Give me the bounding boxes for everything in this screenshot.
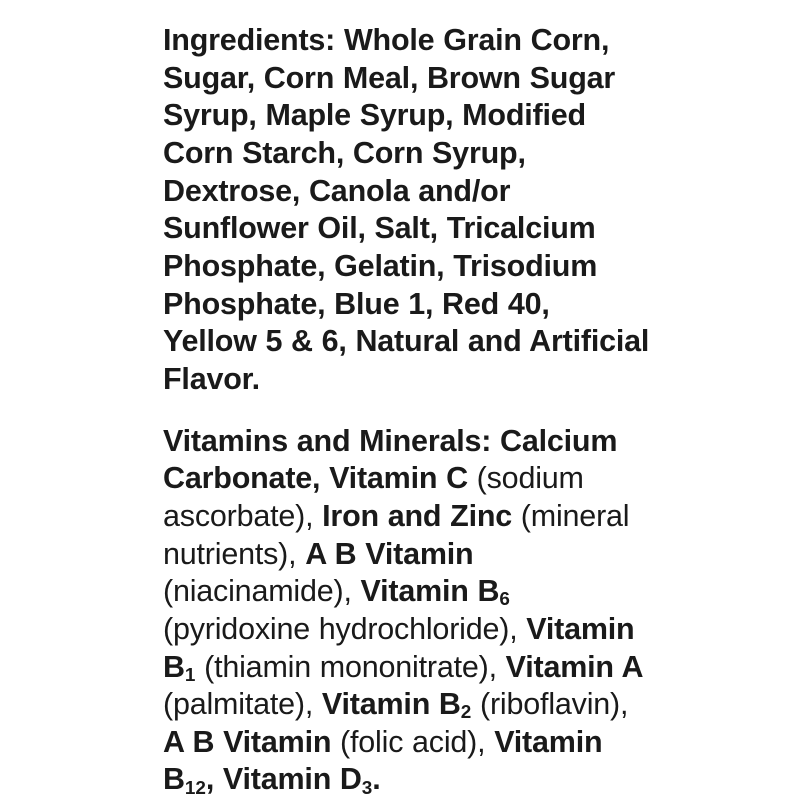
vitamins-detail-vitamin-b1: (thiamin mononitrate),: [195, 649, 506, 684]
vitamins-detail-niacinamide: (niacinamide),: [163, 574, 361, 609]
vitamins-item-calcium-carbonate: Calcium Carbonate,: [163, 423, 618, 496]
ingredients-heading: Ingredients:: [163, 23, 336, 57]
vitamins-detail-vitamin-a: (palmitate),: [163, 687, 322, 722]
vitamins-detail-vitamin-c: (sodium ascorbate),: [163, 461, 584, 533]
vitamins-item-vitamin-b2: Vitamin $B_2$: [321, 687, 472, 724]
vitamins-detail-folic-acid: (folic acid),: [331, 724, 495, 759]
vitamins-item-vitamin-b1: Vitamin $B_1$: [163, 611, 635, 686]
vitamins-item-vitamin-b6: Vitamin $B_6$: [360, 574, 510, 611]
vitamins-heading: Vitamins and Minerals:: [163, 423, 492, 458]
vitamins-item-a-b-vitamin-folic-acid: A B Vitamin: [163, 724, 332, 759]
vitamins-detail-vitamin-b6: (pyridoxine hydrochloride),: [163, 611, 527, 646]
vitamins-item-vitamin-c: Vitamin C: [329, 461, 468, 496]
ingredients-paragraph: [163, 22, 650, 399]
vitamins-item-iron-and-zinc: Iron and Zinc: [322, 498, 513, 533]
vitamins-item-vitamin-b12: Vitamin $B_{12}$,: [163, 724, 603, 799]
ingredients-body: Whole Grain Corn, Sugar, Corn Meal, Brown Sugar Syrup, Maple Syrup, Modified Corn Starch, Corn Syrup, Dextrose, Canola and/or Sunflower Oil, Salt, Tricalcium Phosphate, Gelatin, Trisodium Phosphate, Blue 1, Red 40, Yellow 5 & 6, Natural and Artificial Flavor.: [163, 23, 650, 396]
vitamins-item-vitamin-d3: Vitamin $D_3$.: [222, 762, 381, 799]
vitamins-item-vitamin-a: Vitamin A: [505, 649, 644, 684]
vitamins-item-a-b-vitamin-niacinamide: A B Vitamin: [305, 536, 474, 571]
vitamins-detail-vitamin-b2: (riboflavin),: [471, 687, 629, 722]
vitamins-detail-iron-and-zinc: (mineral nutrients),: [163, 498, 630, 571]
vitamins-paragraph: [163, 423, 650, 800]
